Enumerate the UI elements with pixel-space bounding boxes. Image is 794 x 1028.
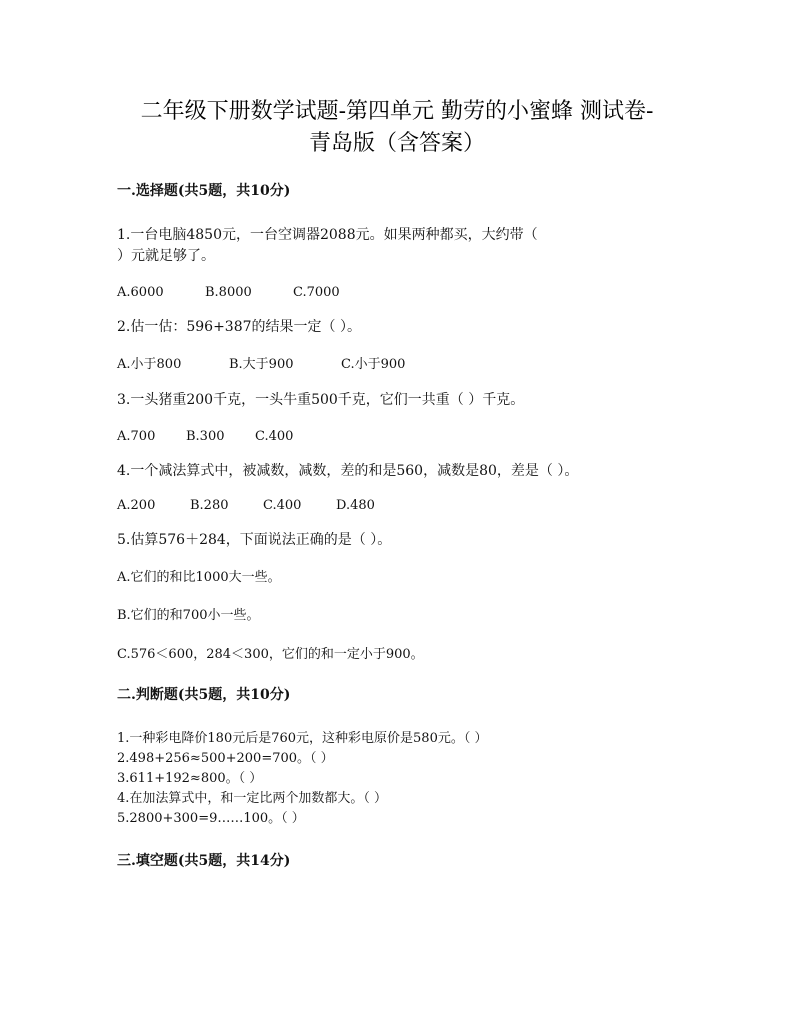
judge-item-1: 1.一种彩电降价180元后是760元，这种彩电原价是580元。（ ） [117,731,488,746]
question-3: 3.一头猪重200千克，一头牛重500千克，它们一共重（ ）千克。 [117,392,525,408]
page-title-line2: 青岛版（含答案） [308,131,485,156]
option: A.200 [117,498,156,513]
option: C.7000 [293,285,340,300]
judge-item-5: 5.2800+300=9……100。（ ） [117,811,305,826]
question-5-option-a: A.它们的和比1000大一些。 [117,570,281,585]
question-4-options [117,497,375,515]
question-5-option-c: C.576＜600，284＜300，它们的和一定小于900。 [117,647,424,662]
question-5-option-b: B.它们的和700小一些。 [117,608,260,623]
question-1-line1: 1.一台电脑4850元，一台空调器2088元。如果两种都买，大约带（ [117,227,538,243]
section2-heading: 二.判断题(共5题，共10分) [117,687,291,703]
option: C.小于900 [341,357,406,372]
option: C.400 [255,429,294,444]
question-3-options [117,428,293,446]
question-1-options [117,284,340,302]
option: D.480 [336,498,375,513]
option: B.300 [186,429,225,444]
option: A.小于800 [117,357,182,372]
judge-item-3: 3.611+192≈800。（ ） [117,771,263,786]
judge-item-4: 4.在加法算式中，和一定比两个加数都大。（ ） [117,791,388,806]
option: B.大于900 [229,357,294,372]
question-5: 5.估算576＋284，下面说法正确的是（ ）。 [117,532,392,548]
page-title-line1: 二年级下册数学试题-第四单元 勤劳的小蜜蜂 测试卷- [140,99,654,124]
option: A.6000 [117,285,164,300]
option: B.280 [190,498,229,513]
option: B.8000 [205,285,252,300]
option: C.400 [263,498,302,513]
question-2-options [117,356,405,374]
question-4: 4.一个减法算式中，被减数，减数，差的和是560，减数是80，差是（ ）。 [117,463,579,479]
section3-heading: 三.填空题(共5题，共14分) [117,853,291,869]
judge-item-2: 2.498+256≈500+200=700。（ ） [117,751,334,766]
section1-heading: 一.选择题(共5题，共10分) [117,183,291,199]
question-2: 2.估一估：596+387的结果一定（ ）。 [117,319,361,335]
option: A.700 [117,429,156,444]
question-1-line2: ）元就足够了。 [117,248,215,264]
